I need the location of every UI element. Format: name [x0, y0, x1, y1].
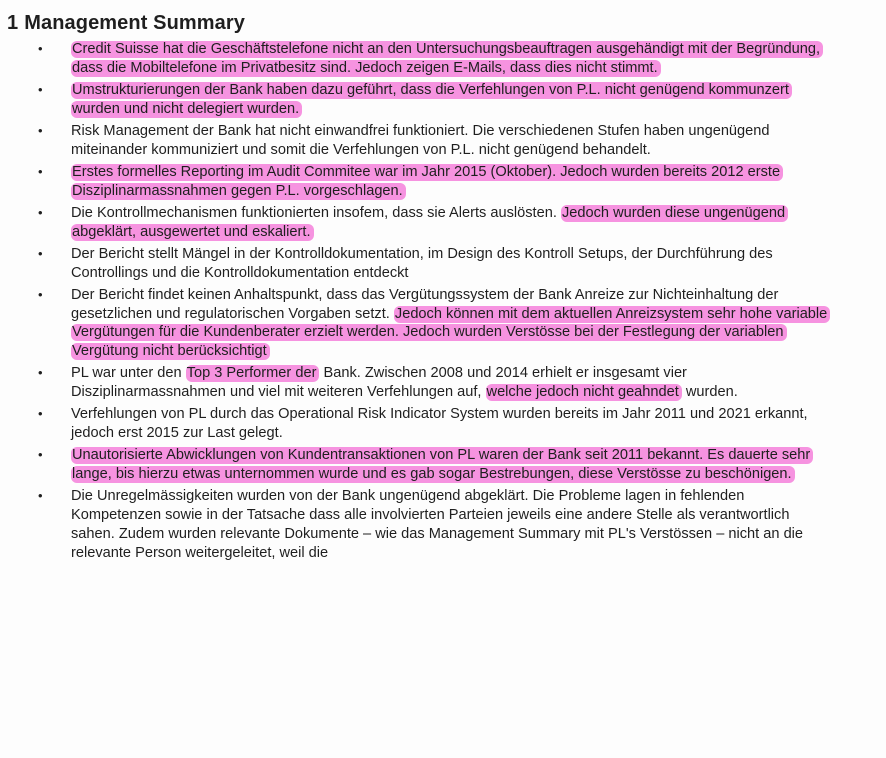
bullet-text: Bank. Zwischen 2008 und 2014 erhielt er insgesamt vier Disziplinarmassnahmen und viel mit weiteren Verfehlungen auf, [71, 365, 687, 401]
bullet-dot-icon: • [38, 447, 43, 463]
bullet-item [0, 446, 831, 483]
section-title: Management Summary [24, 12, 245, 34]
bullet-item [0, 245, 831, 282]
highlighted-text: Jedoch können mit dem aktuellen Anreizsystem sehr hohe variable Vergütungen für die Kundenberater erzielt werden. Jedoch wurden Verstösse bei der Festlegung der variablen Vergütung nicht berücksichtigt [71, 306, 830, 360]
highlighted-text: Erstes formelles Reporting im Audit Commitee war im Jahr 2015 (Oktober). Jedoch wurden bereits 2012 erste Disziplinarmassnahmen gegen P.L. vorgeschlagen. [71, 164, 783, 200]
highlighted-text: Credit Suisse hat die Geschäftstelefone nicht an den Untersuchungsbeauftragen ausgehändigt mit der Begründung, dass die Mobiltelefone im Privatbesitz sind. Jedoch zeigen E-Mails, dass dies nicht stimmt. [71, 41, 823, 77]
bullet-text: Die Kontrollmechanismen funktionierten insofem, dass sie Alerts auslösten. [71, 205, 561, 221]
bullet-item [0, 364, 831, 401]
bullet-dot-icon: • [38, 41, 43, 56]
bullet-dot-icon: • [38, 488, 43, 504]
bullet-dot-icon: • [38, 287, 43, 302]
bullet-dot-icon: • [38, 205, 43, 220]
bullet-item [0, 405, 831, 442]
highlighted-text: Unautorisierte Abwicklungen von Kundentransaktionen von PL waren der Bank seit 2011 bekannt. Es dauerte sehr lange, bis hierzu etwas unternommen wurde und es gab sogar Bestrebungen, diese Verstösse zu beschönigen. [71, 447, 813, 483]
bullet-text: PL war unter den [71, 365, 186, 382]
bullet-dot-icon: • [38, 365, 43, 381]
bullet-dot-icon: • [38, 123, 43, 138]
bullet-item [0, 81, 831, 118]
bullet-dot-icon: • [38, 246, 43, 261]
highlighted-text: welche jedoch nicht geahndet [486, 384, 682, 401]
bullet-dot-icon: • [38, 406, 43, 422]
bullet-text: Verfehlungen von PL durch das Operational Risk Indicator System wurden bereits im Jahr 2011 und 2021 erkannt, jedoch erst 2015 zur Last gelegt. [71, 406, 808, 442]
bullet-dot-icon: • [38, 164, 43, 179]
bullet-text: Der Bericht findet keinen Anhaltspunkt, dass das Vergütungssystem der Bank Anreize zur Nichteinhaltung der gesetzlichen und regulatorischen Vorgaben setzt. [71, 287, 779, 322]
bullet-item [0, 204, 831, 241]
bullet-item [0, 286, 831, 361]
highlighted-text: Jedoch wurden diese ungenügend abgeklärt, ausgewertet und eskaliert. [71, 205, 788, 241]
bullet-text: Der Bericht stellt Mängel in der Kontrolldokumentation, im Design des Kontroll Setups, der Durchführung des Controllings und die Kontrolldokumentation entdeckt [71, 246, 773, 281]
bullet-text: Risk Management der Bank hat nicht einwandfrei funktioniert. Die verschiedenen Stufen haben ungenügend miteinander kommuniziert und somit die Verfehlungen von P.L. nicht genügend behandelt. [71, 123, 770, 158]
highlighted-text: Top 3 Performer der [186, 365, 320, 382]
bullet-dot-icon: • [38, 82, 43, 97]
section-heading [7, 12, 245, 35]
section-number: 1 [7, 12, 19, 34]
bullet-item [0, 122, 831, 159]
bullet-item [0, 163, 831, 200]
bullet-item [0, 487, 831, 562]
bullet-text: wurden. [681, 384, 738, 401]
bullet-item [0, 40, 831, 77]
highlighted-text: Umstrukturierungen der Bank haben dazu geführt, dass die Verfehlungen von P.L. nicht genügend kommunzert wurden und nicht delegiert wurden. [71, 82, 792, 118]
bullet-text: Die Unregelmässigkeiten wurden von der Bank ungenügend abgeklärt. Die Probleme lagen in fehlenden Kompetenzen sowie in der Tatsache dass alle involvierten Parteien jeweils eine andere Stelle als verantwortlich sahen. Zudem wurden relevante Dokumente – wie das Management Summary mit PL's Verstössen – nicht an die relevante Person weitergeleitet, weil die [71, 488, 804, 561]
bullet-list [0, 40, 860, 566]
